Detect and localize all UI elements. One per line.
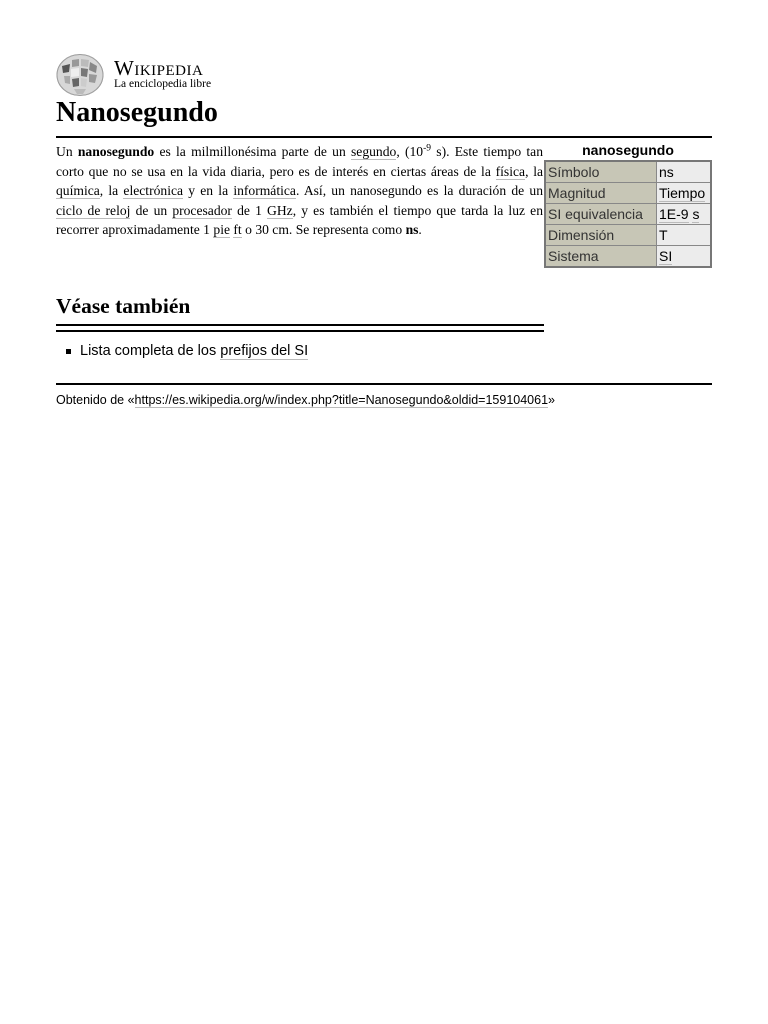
tagline: La enciclopedia libre <box>114 78 212 90</box>
infobox-value: T <box>657 225 712 246</box>
infobox-row <box>545 246 711 268</box>
footer-source <box>56 393 555 407</box>
list-item <box>66 340 308 362</box>
see-also-list <box>66 340 308 362</box>
link-segundo[interactable]: segundo <box>351 144 397 159</box>
infobox-row <box>545 225 711 246</box>
page-title: Nanosegundo <box>56 97 218 128</box>
infobox-row <box>545 183 711 204</box>
link-electronica[interactable]: electrónica <box>123 183 184 199</box>
text: , y es también el tiempo que tarda la luz en recorrer aproximadamente 1 <box>56 202 544 238</box>
infobox-value <box>657 204 712 225</box>
exponent: -9 <box>423 143 432 154</box>
text: de un <box>130 202 173 218</box>
text: y en la <box>183 183 234 199</box>
infobox-row <box>545 161 711 183</box>
see-also-divider <box>56 324 544 326</box>
infobox-key: Dimensión <box>545 225 657 246</box>
text: , (10 <box>396 144 424 159</box>
text: . Así, un nanosegundo es la duración de un <box>295 183 543 199</box>
see-also-heading: Véase también <box>56 294 191 318</box>
wikipedia-logo[interactable] <box>56 54 256 98</box>
text: o 30 cm. Se representa como <box>241 222 406 238</box>
link-prefijos-del-si[interactable]: prefijos del SI <box>220 343 309 359</box>
link-quimica[interactable]: química <box>56 183 100 199</box>
infobox-key: SI equivalencia <box>545 204 657 225</box>
link-procesador[interactable]: procesador <box>172 202 232 218</box>
text: de 1 <box>231 202 268 218</box>
infobox-key: Símbolo <box>545 161 657 183</box>
infobox-title: nanosegundo <box>582 142 674 158</box>
bullet-icon <box>66 349 71 354</box>
link-tiempo[interactable]: Tiempo <box>659 185 706 201</box>
footer-prefix: Obtenido de « <box>56 393 135 407</box>
infobox-row <box>545 204 711 225</box>
link-ghz[interactable]: GHz <box>267 202 293 218</box>
list-item-text: Lista completa de los <box>80 343 221 359</box>
text: s). Este tiempo tan corto que no se usa en la vida diaria, pero es de interés en ciertas áreas de la <box>56 144 544 179</box>
see-also-divider <box>56 330 544 332</box>
article-paragraph <box>56 142 543 240</box>
text: , la <box>99 183 124 199</box>
infobox-table <box>544 160 712 268</box>
link-ciclo-de-reloj[interactable]: ciclo de reloj <box>56 202 131 218</box>
infobox-value: ns <box>657 161 712 183</box>
link-informatica[interactable]: informática <box>233 183 296 199</box>
text: Un <box>56 144 78 159</box>
infobox-key: Sistema <box>545 246 657 268</box>
link-s[interactable]: s <box>692 206 700 222</box>
infobox-value <box>657 183 712 204</box>
abbr-bold: ns <box>405 222 419 238</box>
link-fisica[interactable]: física <box>495 163 526 179</box>
text: , la <box>525 163 544 179</box>
footer-divider <box>56 383 712 385</box>
infobox <box>544 140 712 268</box>
wikipedia-globe-icon <box>56 54 104 96</box>
text: es la milmillonésima parte de un <box>154 144 352 159</box>
link-1e-9[interactable]: 1E-9 <box>659 206 689 222</box>
link-si[interactable]: SI <box>659 248 673 264</box>
link-ft[interactable]: ft <box>233 222 242 238</box>
wordmark: Wikipedia <box>114 56 204 80</box>
title-divider <box>56 136 712 138</box>
footer-suffix: » <box>548 393 555 407</box>
term-bold: nanosegundo <box>77 144 155 159</box>
link-pie[interactable]: pie <box>213 222 230 238</box>
text: . <box>418 222 422 238</box>
infobox-value <box>657 246 712 268</box>
infobox-key: Magnitud <box>545 183 657 204</box>
source-link[interactable]: https://es.wikipedia.org/w/index.php?title=Nanosegundo&oldid=159104061 <box>134 393 549 407</box>
